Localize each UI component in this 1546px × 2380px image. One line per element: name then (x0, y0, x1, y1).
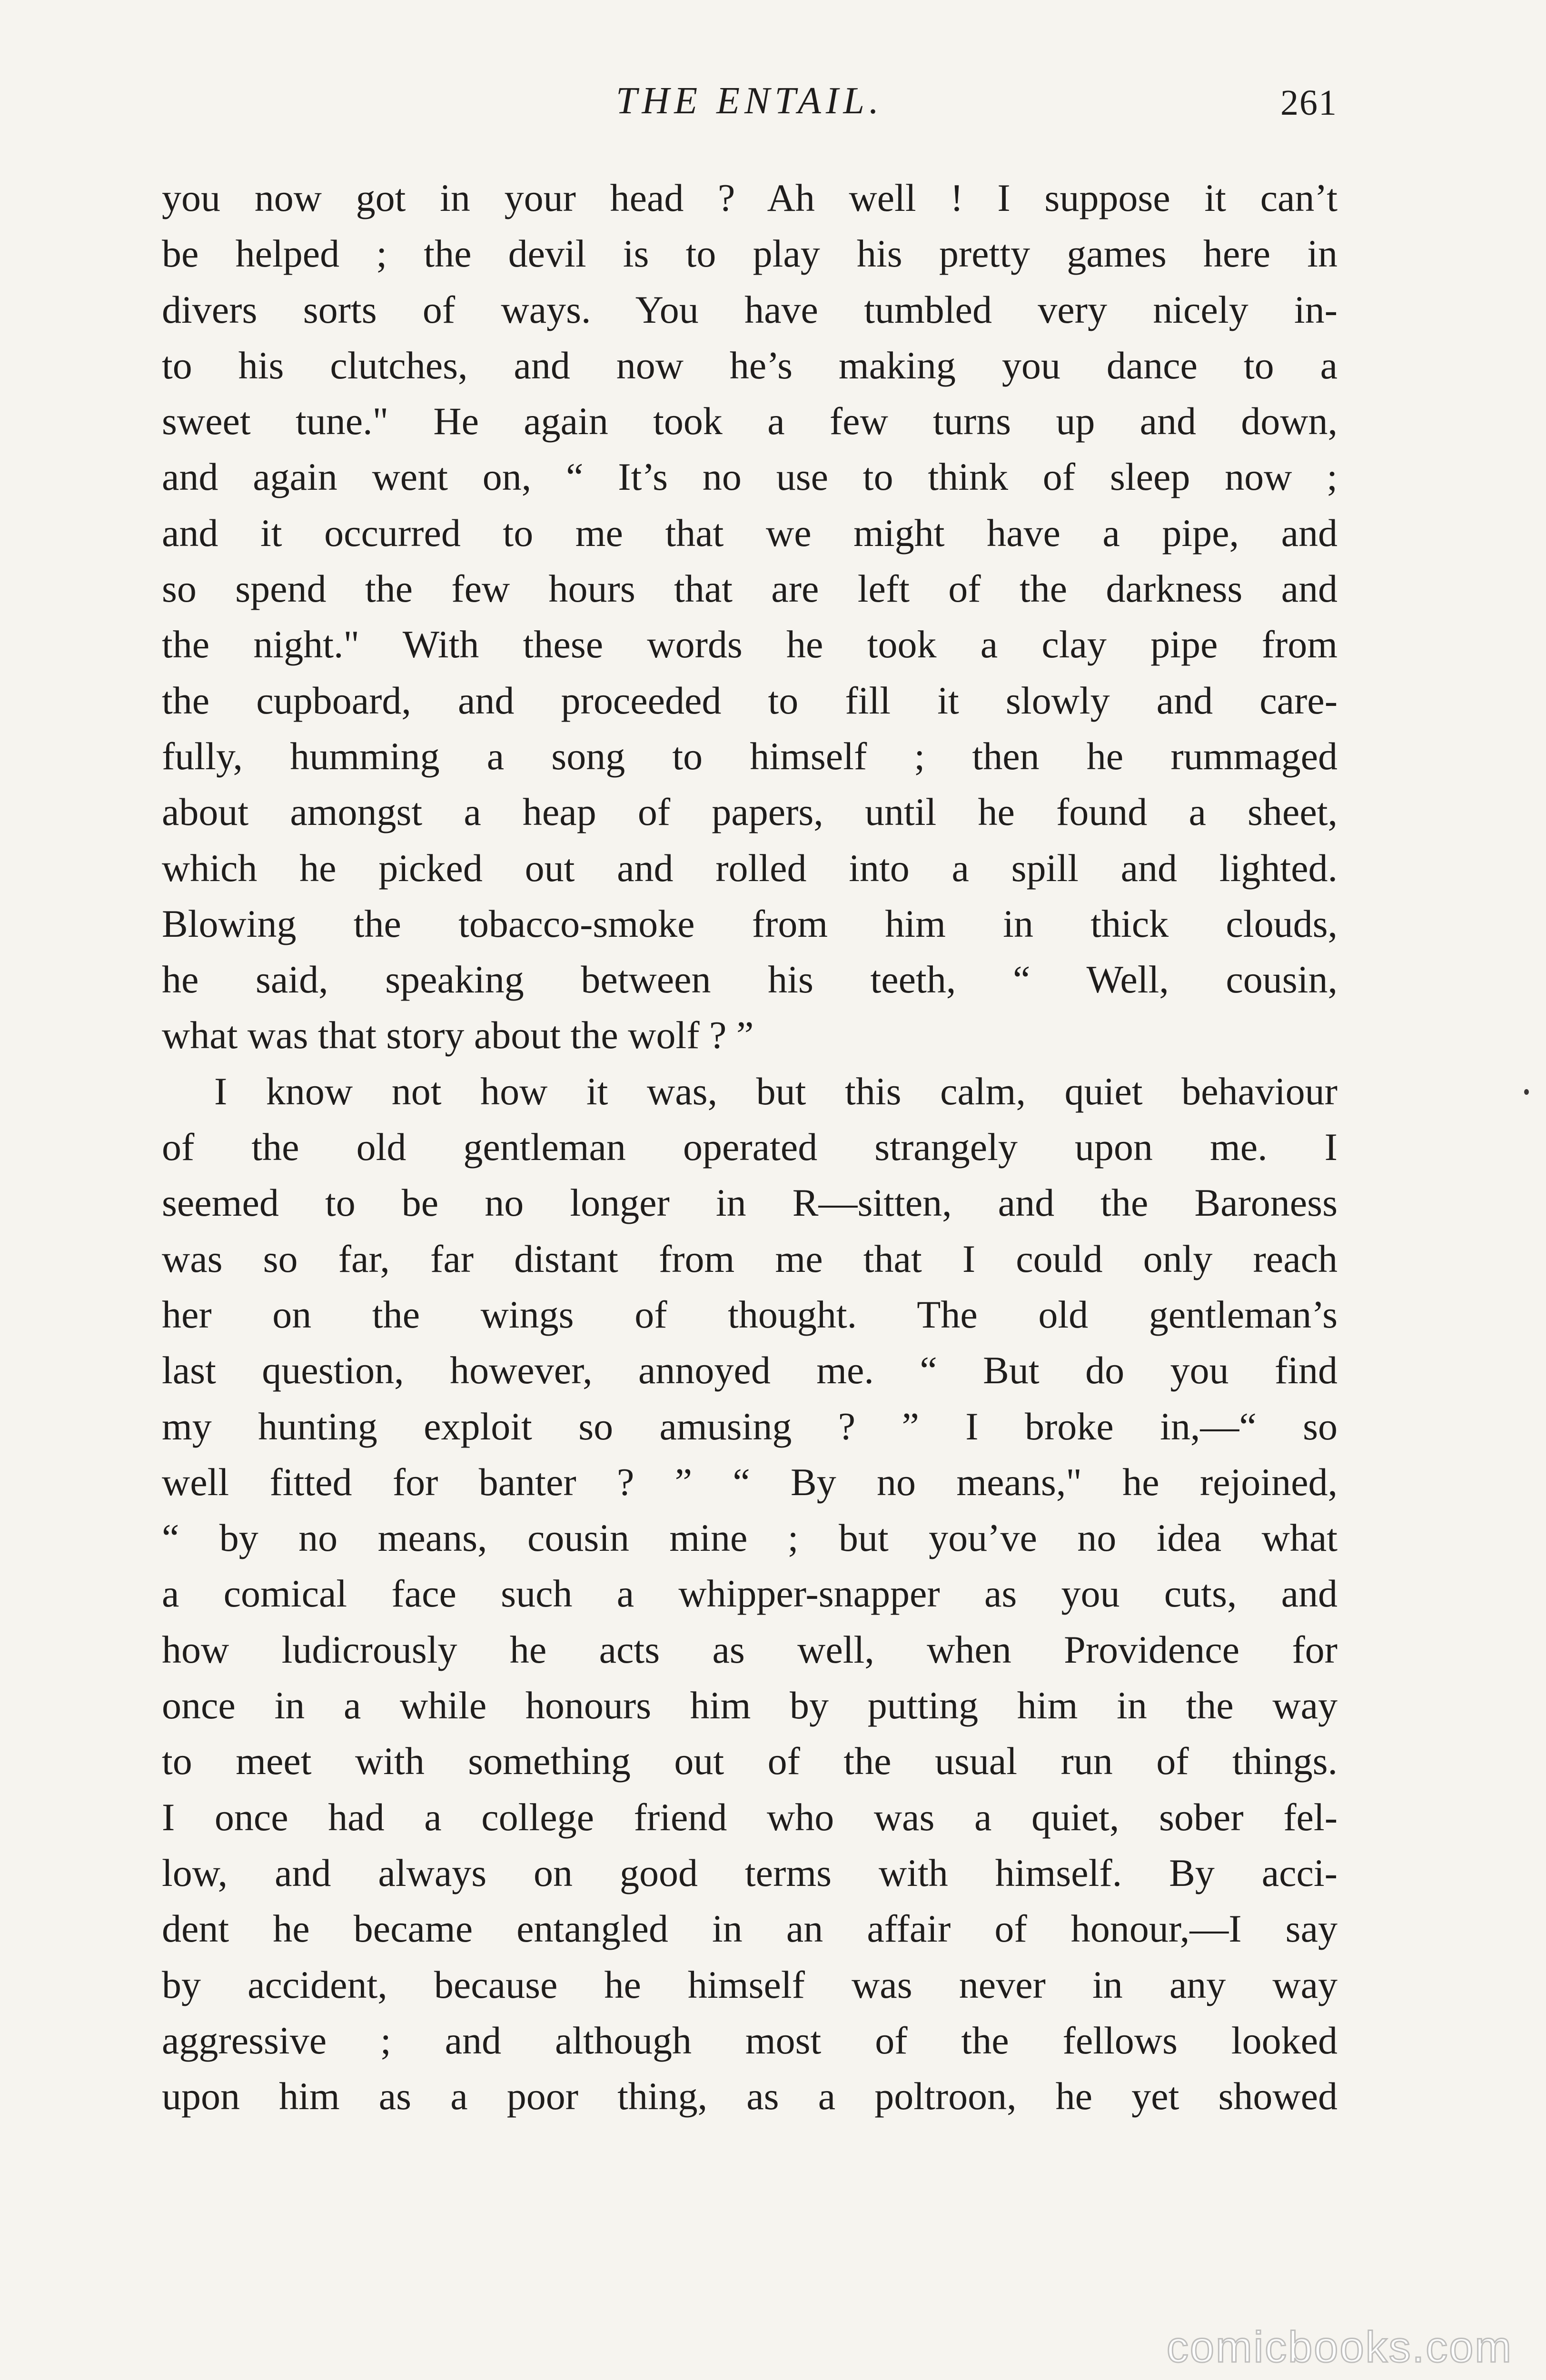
text-line: you now got in your head ? Ah well ! I suppose it can’t (162, 176, 1338, 219)
text-line: and it occurred to me that we might have a pipe, and (162, 511, 1338, 555)
text-line: low, and always on good terms with himself. By acci- (162, 1851, 1338, 1894)
text-line: seemed to be no longer in R—sitten, and the Baroness (162, 1181, 1338, 1225)
ink-speck (1524, 1089, 1529, 1095)
text-line: to his clutches, and now he’s making you dance to a (162, 343, 1338, 387)
text-line: what was that story about the wolf ? ” (162, 1013, 754, 1057)
text-line: about amongst a heap of papers, until he found a sheet, (162, 790, 1338, 834)
page-number: 261 (1280, 83, 1338, 123)
text-line: and again went on, “ It’s no use to think of sleep now ; (162, 455, 1338, 499)
text-line: I know not how it was, but this calm, quiet behaviour (214, 1069, 1338, 1113)
text-line: Blowing the tobacco-smoke from him in thick clouds, (162, 902, 1338, 945)
text-line: sweet tune." He again took a few turns up and down, (162, 399, 1338, 443)
text-line: by accident, because he himself was never in any way (162, 1963, 1338, 2006)
text-line: divers sorts of ways. You have tumbled very nicely in- (162, 288, 1338, 331)
text-line: of the old gentleman operated strangely upon me. I (162, 1125, 1338, 1169)
text-line: he said, speaking between his teeth, “ Well, cousin, (162, 958, 1338, 1002)
text-line: well fitted for banter ? ” “ By no means," he rejoined, (162, 1460, 1338, 1504)
text-line: the night." With these words he took a clay pipe from (162, 623, 1338, 666)
text-line: last question, however, annoyed me. “ But do you find (162, 1349, 1338, 1392)
text-line: upon him as a poor thing, as a poltroon, he yet showed (162, 2074, 1338, 2118)
text-line: so spend the few hours that are left of the darkness and (162, 567, 1338, 611)
text-line: how ludicrously he acts as well, when Providence for (162, 1627, 1338, 1671)
text-line: the cupboard, and proceeded to fill it slowly and care- (162, 678, 1338, 722)
watermark: comicbooks.com (1166, 2323, 1513, 2371)
text-line: her on the wings of thought. The old gentleman’s (162, 1292, 1338, 1336)
text-line: was so far, far distant from me that I could only reach (162, 1237, 1338, 1280)
text-line: be helped ; the devil is to play his pretty games here in (162, 232, 1338, 276)
text-line: I once had a college friend who was a quiet, sober fel- (162, 1795, 1338, 1839)
running-title: THE ENTAIL. (616, 80, 883, 122)
text-line: fully, humming a song to himself ; then he rummaged (162, 734, 1338, 778)
text-line: a comical face such a whipper-snapper as you cuts, and (162, 1572, 1338, 1616)
body-text (162, 170, 1338, 2124)
running-head (162, 74, 1338, 126)
text-line: dent he became entangled in an affair of honour,—I say (162, 1907, 1338, 1951)
text-line: “ by no means, cousin mine ; but you’ve no idea what (162, 1516, 1338, 1560)
text-line: aggressive ; and although most of the fellows looked (162, 2018, 1338, 2062)
text-line: to meet with something out of the usual run of things. (162, 1739, 1338, 1783)
text-line: once in a while honours him by putting him in the way (162, 1684, 1338, 1727)
text-line: which he picked out and rolled into a spill and lighted. (162, 846, 1338, 890)
text-line: my hunting exploit so amusing ? ” I broke in,—“ so (162, 1404, 1338, 1448)
